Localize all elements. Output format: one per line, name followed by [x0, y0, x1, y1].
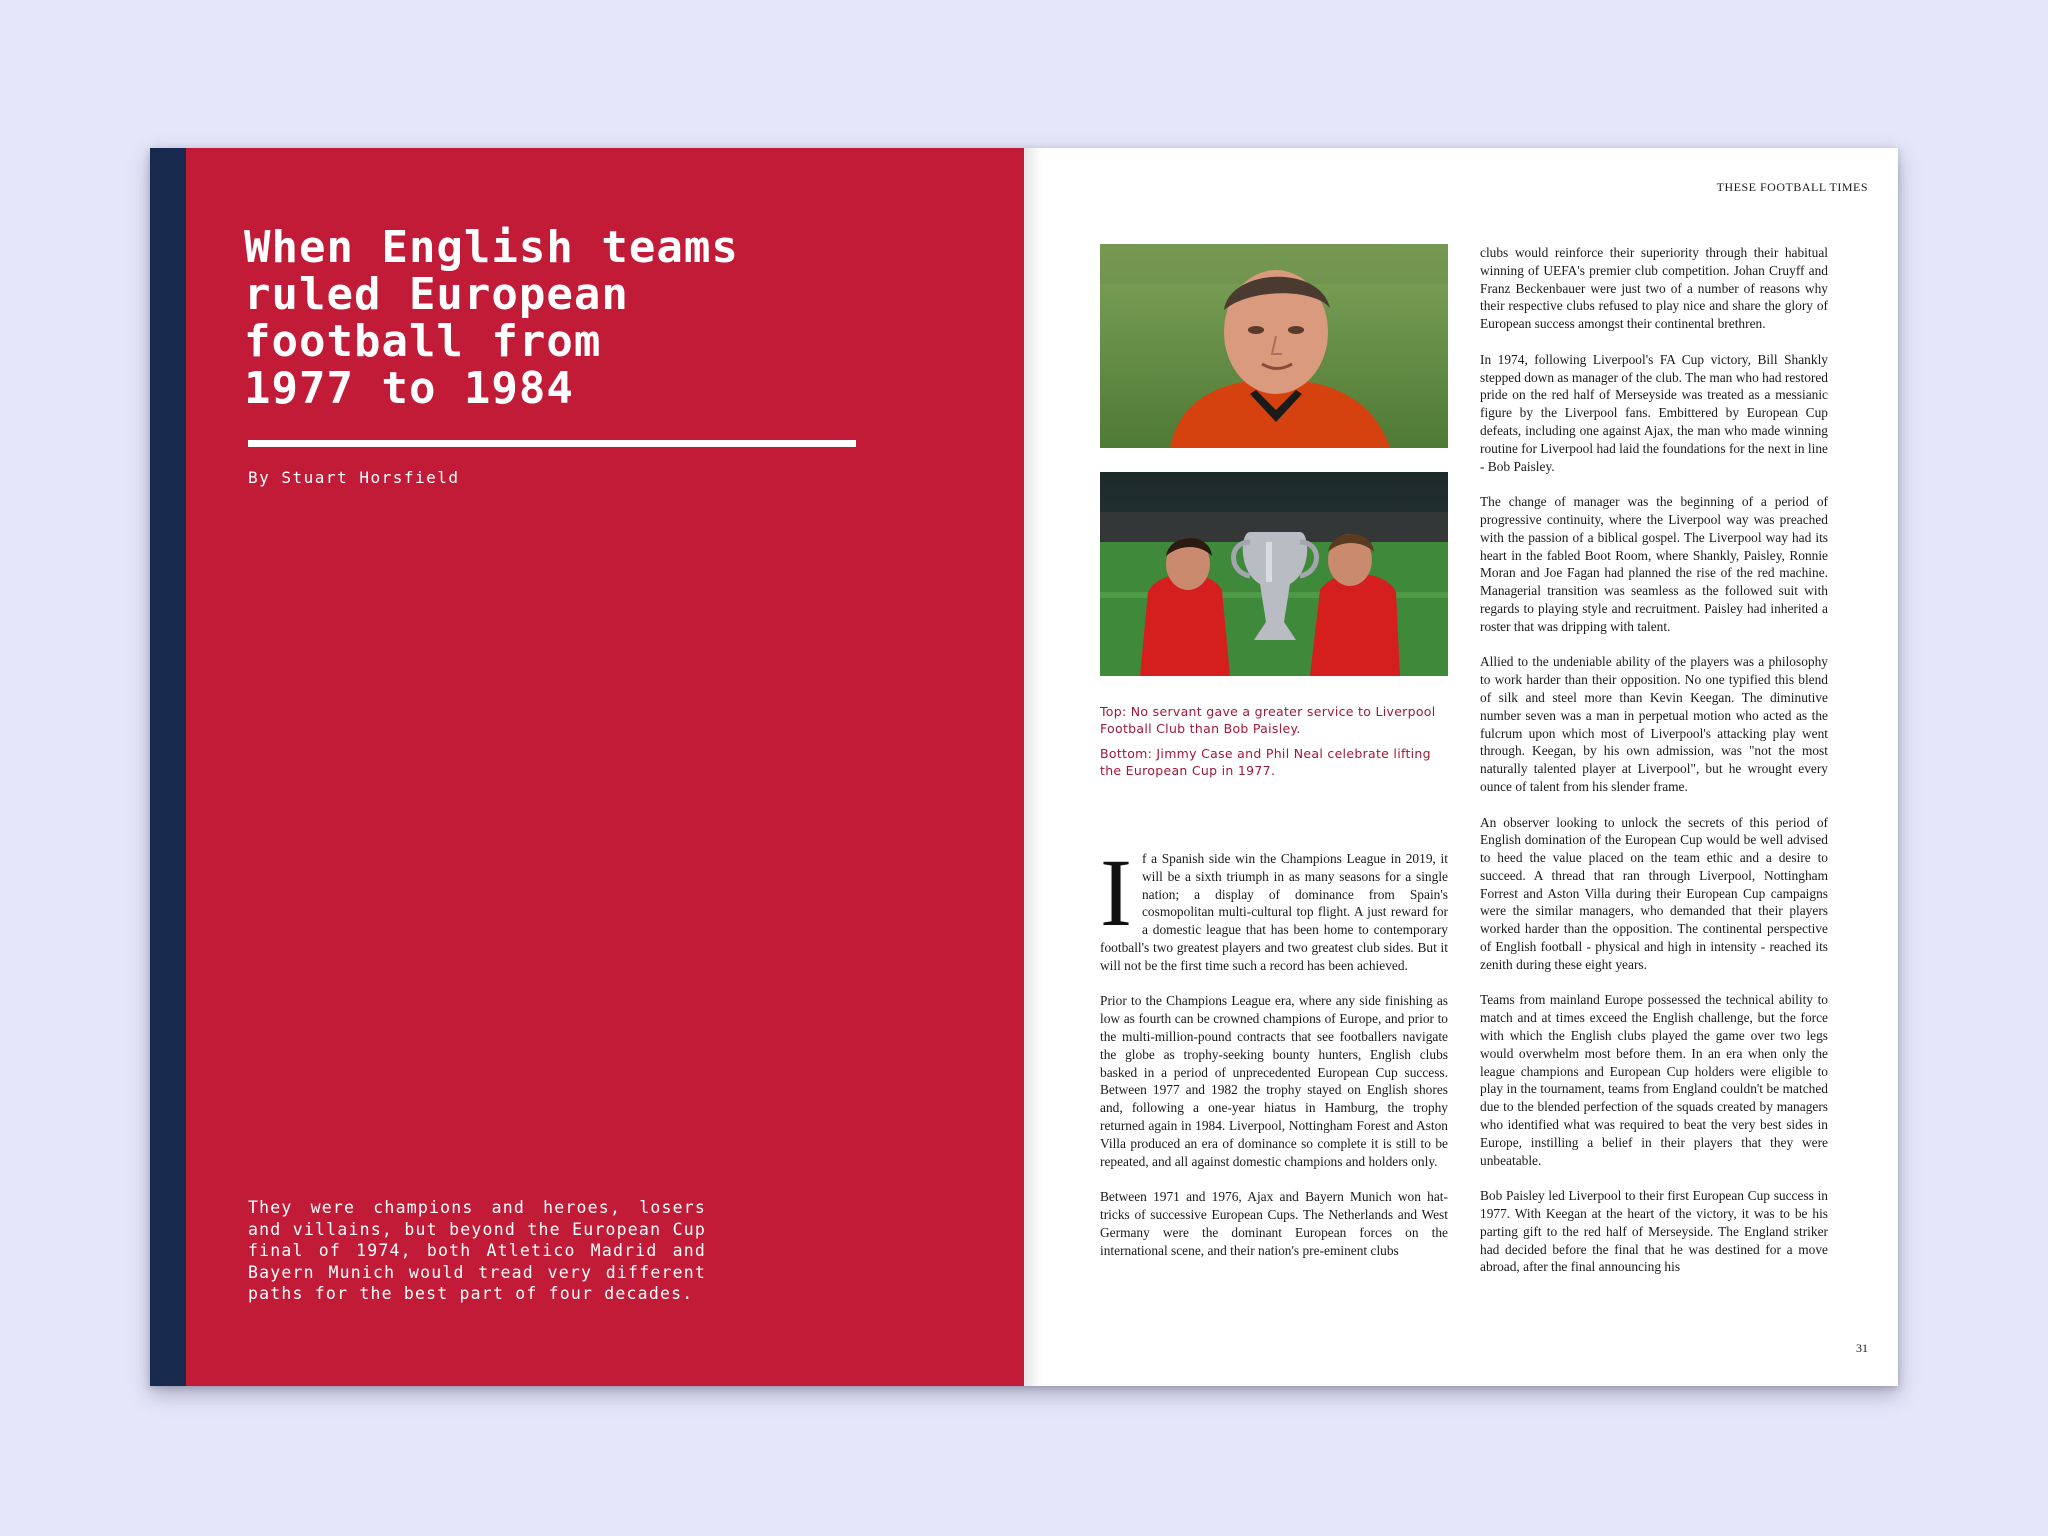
body-paragraph: Allied to the undeniable ability of the players was a philosophy to work harder than their opposition. No one typified this blend of silk and steel more than Kevin Keegan. The diminutive number seven was a man in perpetual motion who acted as the fulcrum upon which most of Liverpool's attacking play went through. Keegan, by his own admission, was "not the most naturally talented player at Liverpool", but he wrought every ounce of talent from his slender frame.	[1480, 654, 1828, 794]
body-paragraph: Prior to the Champions League era, where any side finishing as low as fourth can be crowned champions of Europe, and prior to the multi-million-pound contracts that see footballers navigate the globe as trophy-seeking bounty hunters, English clubs basked in a period of unprecedented European Cup success. Between 1977 and 1982 the trophy stayed on English shores and, following a one-year hiatus in Hamburg, the trophy returned again in 1984. Liverpool, Nottingham Forest and Aston Villa produced an era of dominance so complete it is still to be repeated, and all against domestic champions and holders only.	[1100, 993, 1448, 1169]
right-page	[1024, 148, 1898, 1386]
gutter-shadow	[1024, 148, 1042, 1386]
body-column-right	[1480, 244, 1828, 1294]
trophy-celebration-photo-icon	[1100, 472, 1448, 676]
body-paragraph: Bob Paisley led Liverpool to their first European Cup success in 1977. With Keegan at the heart of the victory, it was to be his parting gift to the red half of Merseyside. The England striker had decided before the final that he was destined for a move abroad, after the final announcing his	[1480, 1188, 1828, 1275]
caption-top: Top: No servant gave a greater service to Liverpool Football Club than Bob Paisley.	[1100, 704, 1436, 736]
body-paragraph: In 1974, following Liverpool's FA Cup victory, Bill Shankly stepped down as manager of the club. The man who had restored pride on the red half of Merseyside was treated as a messianic figure by the Liverpool fans. Embittered by European Cup defeats, including one against Ajax, the man who made winning routine for Liverpool had laid the foundations for the next in line - Bob Paisley.	[1480, 351, 1828, 474]
page-number: 31	[1856, 1341, 1868, 1355]
photo-captions	[1100, 704, 1440, 788]
left-page	[150, 148, 1024, 1386]
body-paragraph: An observer looking to unlock the secrets of this period of English domination of the European Cup would be well advised to heed the value placed on the team ethic and a desire to succeed. A thread that ran through Liverpool, Nottingham Forrest and Aston Villa during their European Cup campaigns were the similar managers, who demanded that their players worked harder than the opposition. The continental perspective of English football - physical and high in intensity - reached its zenith during these eight years.	[1480, 814, 1828, 972]
running-head: THESE FOOTBALL TIMES	[1716, 180, 1868, 194]
spine-band	[150, 148, 186, 1386]
body-paragraph: clubs would reinforce their superiority through their habitual winning of UEFA's premier club competition. Johan Cruyff and Franz Beckenbauer were just two of a number of reasons why their respective clubs refused to play nice and share the glory of European success amongst their continental brethren.	[1480, 245, 1828, 332]
standfirst: They were champions and heroes, losers and villains, but beyond the European Cup final of 1974, both Atletico Madrid and Bayern Munich would tread very different paths for the best part of four decades.	[248, 1198, 706, 1303]
body-paragraph: The change of manager was the beginning of a period of progressive continuity, where the Liverpool way was preached with the passion of a biblical gospel. The Liverpool way had its heart in the fabled Boot Room, where Shankly, Paisley, Ronnie Moran and Joe Fagan had planned the rise of the red machine. Managerial transition was seamless as the followed suit with regards to playing style and recruitment. Paisley had inherited a roster that was dripping with talent.	[1480, 494, 1828, 634]
body-column-left	[1100, 839, 1448, 1277]
magazine-spread	[150, 148, 1898, 1386]
article-headline: When English teams ruled European football from 1977 to 1984	[244, 222, 739, 414]
body-paragraph: If a Spanish side win the Champions League in 2019, it will be a sixth triumph in as many seasons for a single nation; a display of dominance from Spain's cosmopolitan multi-cultural top flight. A just reward for a domestic league that has been home to contemporary football's two greatest players and two greatest club sides. But it will not be the first time such a record has been achieved.	[1100, 839, 1448, 973]
body-paragraph: Teams from mainland Europe possessed the technical ability to match and at times exceed the English challenge, but the force with which the English clubs played the game over two legs would overwhelm most before them. In an era when only the league champions and European Cup holders were eligible to play in the tournament, teams from England couldn't be matched due to the blended perfection of the squads created by managers who identified what was required to beat the very best sides in Europe, instilling a belief in their players that they were unbeatable.	[1480, 992, 1828, 1168]
portrait-photo-icon	[1100, 244, 1448, 448]
headline-divider	[248, 440, 856, 447]
byline: By Stuart Horsfield	[248, 468, 460, 487]
body-paragraph: Between 1971 and 1976, Ajax and Bayern Munich won hat-tricks of successive European Cups. The Netherlands and West Germany were the dominant European forces on the international scene, and their nation's pre-eminent clubs	[1100, 1189, 1448, 1258]
drop-cap: I	[1100, 839, 1132, 946]
caption-bottom: Bottom: Jimmy Case and Phil Neal celebrate lifting the European Cup in 1977.	[1100, 746, 1431, 778]
